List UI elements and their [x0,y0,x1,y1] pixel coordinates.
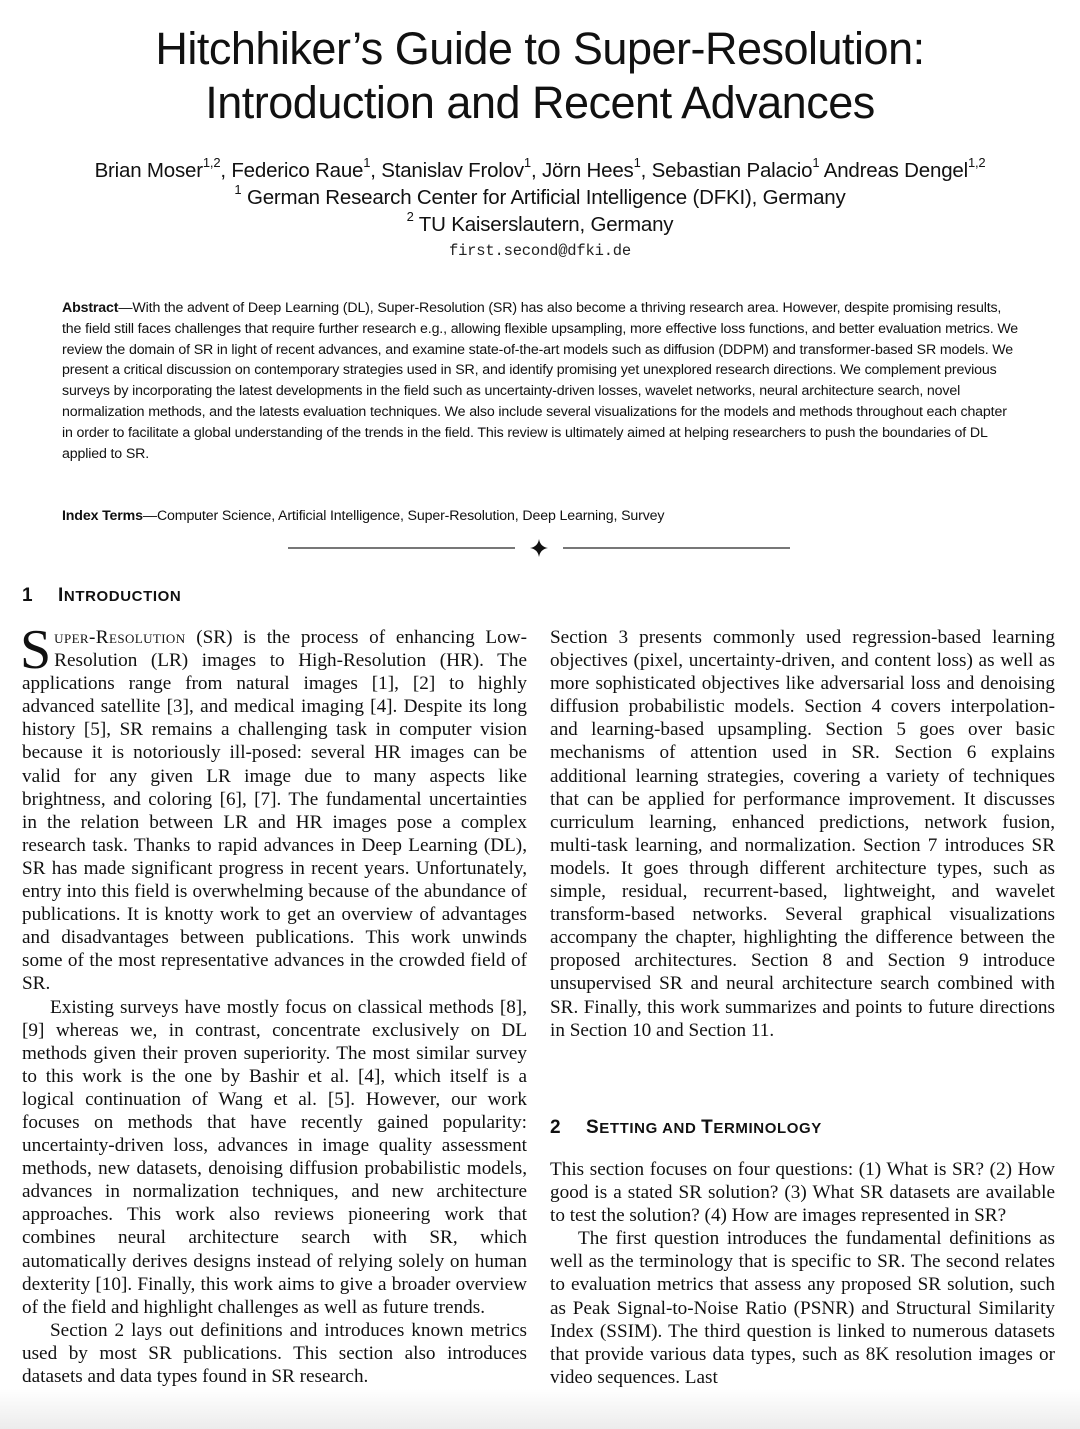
section-heading-setting-and-terminology: 2 SETTING AND TERMINOLOGY [550,1117,822,1138]
paper-title [0,22,1080,130]
author: Brian Moser$^{1,2}$, [94,155,232,182]
divider-line-left [288,547,515,549]
setting-paragraph-2: The first question introduces the fundamental definitions as well as the terminology that is specific to SR. The second relates to evaluation metrics that assess any proposed SR solution, such as Peak Signal-to-Noise Ratio (PSNR) and Structural Similarity Index (SSIM). The third question is linked to numerous datasets that provide various data types, such as 8K resolution images or video sequences. Last [550,1228,1055,1388]
abstract-text: With the advent of Deep Learning (DL), Super-Resolution (SR) has also become a thriving research area. However, despite promising results, the field still faces challenges that require further research e.g., allowing flexible upsampling, more effective loss functions, and better evaluation metrics. We review the domain of SR in light of recent advances, and examine state-of-the-art models such as diffusion (DDPM) and transformer-based SR models. We present a critical discussion on contemporary strategies used in SR, and identify promising yet unexplored research directions. We complement previous surveys by incorporating the latest developments in the field such as uncertainty-driven losses, wavelet networks, neural architecture search, novel normalization methods, and the latests evaluation techniques. We also include several visualizations for the models and methods throughout each chapter in order to facilitate a global understanding of the trends in the field. This review is ultimately aimed at helping researchers to push the boundaries of DL applied to SR. [62,300,1019,462]
author: Federico Raue$^1$, [231,155,382,182]
body-column-left [20,619,527,1388]
author: Andreas Dengel$^{1,2}$ [823,155,986,182]
section-divider [288,538,790,558]
body-column-right-bottom [550,1158,1055,1389]
intro-paragraph-2: Existing surveys have mostly focus on classical methods [8], [9] whereas we, in contrast, concentrate exclusively on DL methods given their proven superiority. The most similar survey to this work is the one by Bashir et al. [4], which itself is a logical continuation of Wang et al. [5]. However, our work focuses on methods that have recently gained popularity: uncertainty-driven loss, advances in image quality assessment methods, new datasets, denoising diffusion probabilistic models, advances in normalization techniques, and new architecture approaches. This work also reviews pioneering work that combines neural architecture search with SR, which automatically derives designs instead of relying solely on human dexterity [10]. Finally, this work aims to give a broader overview of the field and highlight challenges as well as future trends. [22,996,527,1318]
contact-email: first.second@dfki.de [448,242,632,260]
affiliation-1: $^1$ German Research Center for Artificial Intelligence (DFKI), Germany [234,182,846,209]
intro-paragraph-4: Section 3 presents commonly used regression-based learning objectives (pixel, uncertainty-driven, and content loss) as well as more sophisticated objectives like adversarial loss and denoising diffusion probabilistic models. Section 4 covers interpolation- and learning-based upsampling. Section 5 goes over basic mechanisms of attention used in SR. Section 6 explains additional learning strategies, covering a variety of techniques that can be applied for performance improvement. It discusses curriculum learning, enhanced predictions, network fusion, multi-task learning, and normalization. Section 7 introduces SR models. It goes through different architecture types, such as simple, residual, recurrent-based, lightweight, and wavelet transform-based networks. Several graphical visualizations accompany the chapter, highlighting the difference between the proposed architectures. Section 8 and Section 9 introduce unsupervised SR and neural architecture search combined with SR. Finally, this work summarizes and points to future directions in Section 10 and Section 11. [550,627,1055,1041]
divider-line-right [563,547,790,549]
paper-title-line-1: Hitchhiker’s Guide to Super-Resolution: [155,23,925,74]
section-heading-introduction: 1 INTRODUCTION [22,585,182,606]
setting-paragraph-1: This section focuses on four questions: (1) What is SR? (2) How good is a stated SR solution? (3) What SR datasets are available to test the solution? (4) How are images represented in SR? [550,1159,1055,1227]
intro-paragraph-3: Section 2 lays out definitions and introduces known metrics used by most SR publications. This section also introduces datasets and data types found in SR research. [22,1319,527,1387]
author: Jörn Hees$^1$, [541,155,652,182]
index-terms-label: Index Terms [62,508,143,524]
author: Stanislav Frolov$^1$, [381,155,542,182]
paper-title-line-2: Introduction and Recent Advances [205,77,875,128]
page-bottom-shadow [0,1389,1080,1429]
intro-paragraph-1: Super-Resolution (SR) is the process of enhancing Low-Resolution (LR) images to High-Resolution (HR). The applications range from natural images [1], [2] to highly advanced satellite [3], and medical imaging [4]. Despite its long history [5], SR remains a challenging task in computer vision because it is notoriously ill-posed: several HR images can be valid for any given LR image due to many aspects like brightness, and coloring [6], [7]. The fundamental uncertainties in the relation between LR and HR images pose a complex research task. Thanks to rapid advances in Deep Learning (DL), SR has made significant progress in recent years. Unfortunately, entry into this field is overwhelming because of the abundance of publications. It is knotty work to get an overview of advantages and disadvantages between publications. This work unwinds some of the most representative advances in the crowded field of SR. [20,619,527,995]
author-list [0,157,1080,184]
author-block [0,157,1080,264]
body-column-right-top [550,626,1055,1042]
drop-cap: S [20,619,52,681]
abstract: Abstract—With the advent of Deep Learning (DL), Super-Resolution (SR) has also become a thriving research area. However, despite promising results, the field still faces challenges that require further research e.g., allowing flexible upsampling, more effective loss functions, and better evaluation metrics. We review the domain of SR in light of recent advances, and examine state-of-the-art models such as diffusion (DDPM) and transformer-based SR models. We present a critical discussion on contemporary strategies used in SR, and identify promising yet unexplored research directions. We complement previous surveys by incorporating the latest developments in the field such as uncertainty-driven losses, wavelet networks, neural architecture search, novel normalization methods, and the latests evaluation techniques. We also include several visualizations for the models and methods throughout each chapter in order to facilitate a global understanding of the trends in the field. This review is ultimately aimed at helping researchers to push the boundaries of DL applied to SR. [62,300,1019,462]
four-point-star-icon [529,538,549,558]
affiliation-2: $^2$ TU Kaiserslautern, Germany [406,209,674,236]
index-terms-text: Computer Science, Artificial Intelligence, Super-Resolution, Deep Learning, Survey [156,508,665,524]
index-terms: Index Terms—Computer Science, Artificial Intelligence, Super-Resolution, Deep Learning, Survey [62,508,665,524]
abstract-label: Abstract [62,300,119,316]
author: Sebastian Palacio$^1$ [651,155,820,182]
